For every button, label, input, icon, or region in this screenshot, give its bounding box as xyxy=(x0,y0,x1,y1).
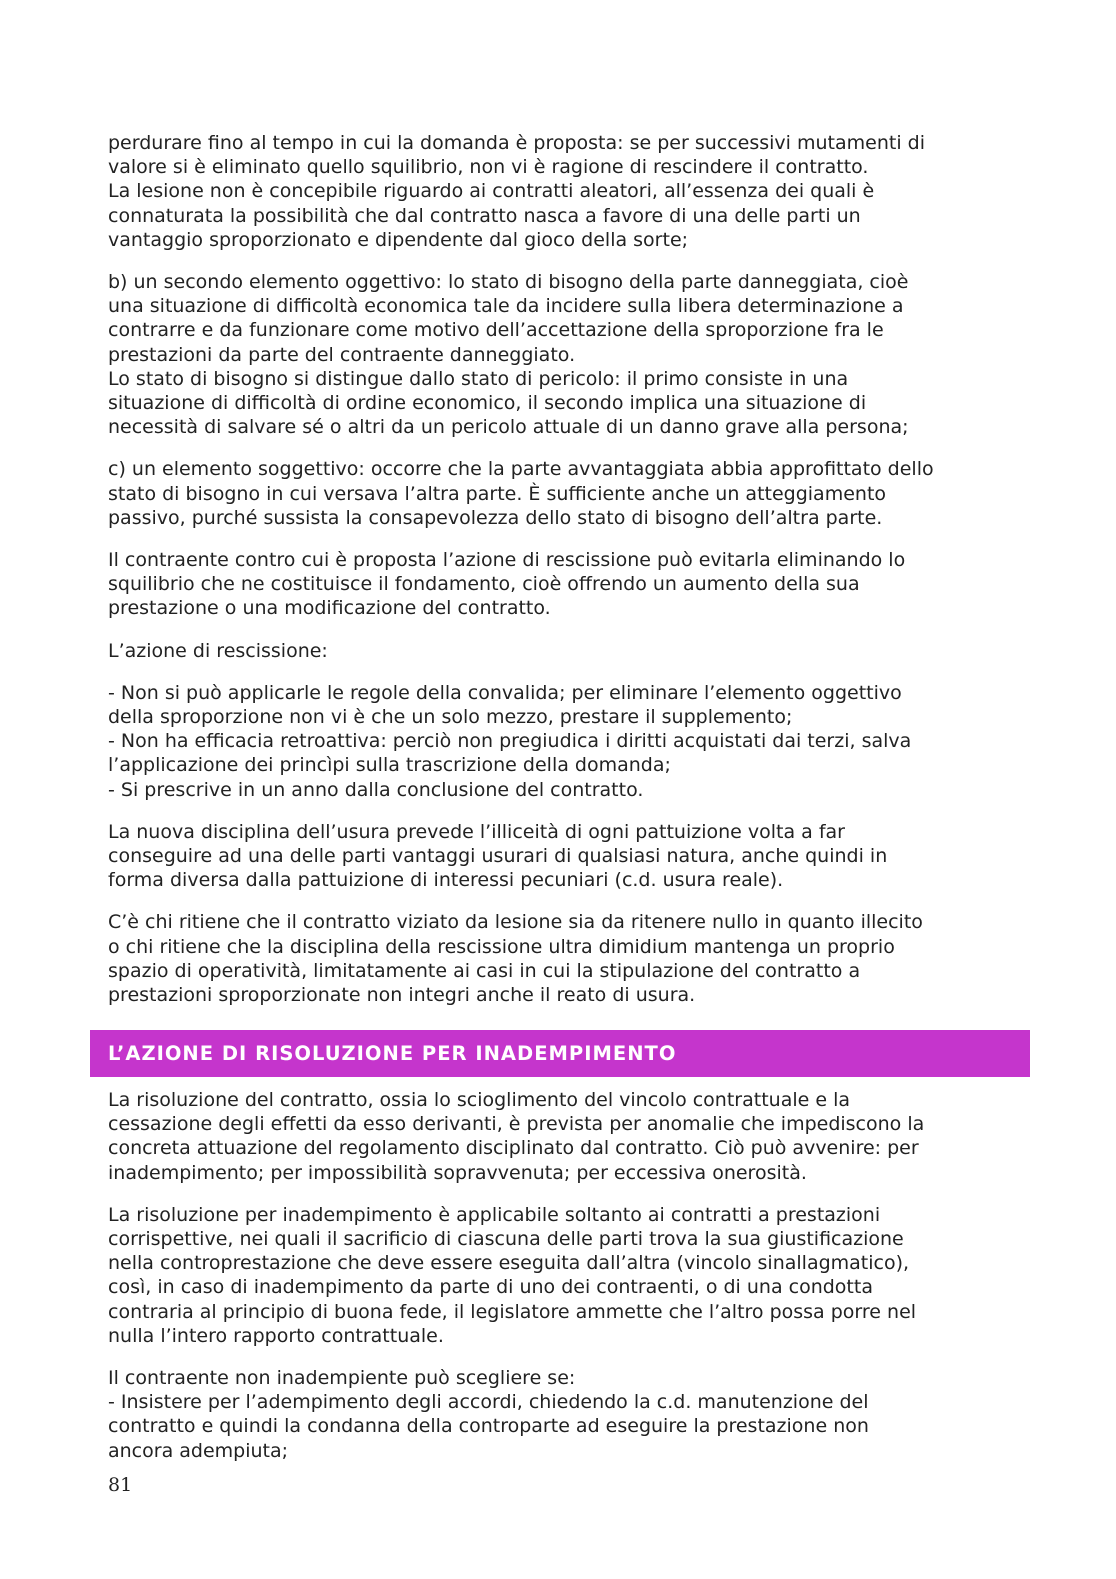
text-line: - Non ha efficacia retroattiva: perciò non pregiudica i diritti acquistati dai terzi, salva xyxy=(108,730,912,753)
text-line: contraria al principio di buona fede, il legislatore ammette che l’altro possa porre nel xyxy=(108,1300,917,1323)
text-line: passivo, purché sussista la consapevolezza dello stato di bisogno dell’altra parte. xyxy=(108,506,883,529)
text-line: corrispettive, nei quali il sacrificio di ciascuna delle parti trova la sua giustificazione xyxy=(108,1228,904,1251)
text-line: o chi ritiene che la disciplina della rescissione ultra dimidium mantenga un proprio xyxy=(108,935,895,958)
page-number: 81 xyxy=(108,1474,133,1496)
text-line: L’azione di rescissione: xyxy=(108,639,328,662)
text-line: situazione di difficoltà di ordine economico, il secondo implica una situazione di xyxy=(108,392,867,415)
text-line: inadempimento; per impossibilità sopravvenuta; per eccessiva onerosità. xyxy=(108,1161,807,1184)
paragraph-elemento-soggettivo xyxy=(108,457,1008,530)
text-line: spazio di operatività, limitatamente ai casi in cui la stipulazione del contratto a xyxy=(108,959,861,982)
text-line: contratto e quindi la condanna della controparte ad eseguire la prestazione non xyxy=(108,1415,869,1438)
text-line: l’applicazione dei princìpi sulla trascrizione della domanda; xyxy=(108,754,671,777)
paragraph-lesione xyxy=(108,131,1008,252)
paragraph-contraente-non-inadempiente xyxy=(108,1366,1008,1463)
text-line: stato di bisogno in cui versava l’altra parte. È sufficiente anche un atteggiamento xyxy=(108,482,887,505)
text-line: La nuova disciplina dell’usura prevede l’illiceità di ogni pattuizione volta a far xyxy=(108,820,845,843)
paragraph-rescissione-list xyxy=(108,681,1008,802)
text-line: Lo stato di bisogno si distingue dallo stato di pericolo: il primo consiste in una xyxy=(108,367,849,390)
text-line: una situazione di difficoltà economica tale da incidere sulla libera determinazione a xyxy=(108,295,904,318)
text-line: c) un elemento soggettivo: occorre che la parte avvantaggiata abbia approfittato dello xyxy=(108,458,934,481)
text-line: concreta attuazione del regolamento disciplinato dal contratto. Ciò può avvenire: per xyxy=(108,1137,919,1160)
text-line: ancora adempiuta; xyxy=(108,1439,289,1462)
paragraph-contratto-viziato xyxy=(108,910,1008,1007)
text-line: valore si è eliminato quello squilibrio, non vi è ragione di rescindere il contratto. xyxy=(108,156,869,179)
body-text-bottom xyxy=(108,1088,1008,1481)
text-line: conseguire ad una delle parti vantaggi usurari di qualsiasi natura, anche quindi in xyxy=(108,845,888,868)
paragraph-azione-rescissione xyxy=(108,639,1008,663)
text-line: - Si prescrive in un anno dalla conclusione del contratto. xyxy=(108,778,644,801)
text-line: prestazione o una modificazione del contratto. xyxy=(108,597,551,620)
paragraph-risoluzione-inadempimento xyxy=(108,1203,1008,1348)
text-line: connaturata la possibilità che dal contratto nasca a favore di una delle parti un xyxy=(108,204,861,227)
text-line: nella controprestazione che deve essere eseguita dall’altra (vincolo sinallagmatico), xyxy=(108,1252,910,1275)
text-line: La risoluzione per inadempimento è applicabile soltanto ai contratti a prestazioni xyxy=(108,1203,881,1226)
text-line: vantaggio sproporzionato e dipendente dal gioco della sorte; xyxy=(108,228,689,251)
paragraph-usura xyxy=(108,820,1008,893)
text-line: Il contraente non inadempiente può scegliere se: xyxy=(108,1367,576,1390)
text-line: squilibrio che ne costituisce il fondamento, cioè offrendo un aumento della sua xyxy=(108,573,860,596)
text-line: necessità di salvare sé o altri da un pericolo attuale di un danno grave alla persona; xyxy=(108,416,909,439)
text-line: b) un secondo elemento oggettivo: lo stato di bisogno della parte danneggiata, cioè xyxy=(108,271,909,294)
paragraph-stato-di-bisogno xyxy=(108,270,1008,439)
paragraph-risoluzione xyxy=(108,1088,1008,1185)
text-line: La risoluzione del contratto, ossia lo scioglimento del vincolo contrattuale e la xyxy=(108,1089,850,1111)
text-line: forma diversa dalla pattuizione di interessi pecuniari (c.d. usura reale). xyxy=(108,869,784,892)
text-line: La lesione non è concepibile riguardo ai contratti aleatori, all’essenza dei quali è xyxy=(108,180,875,203)
text-line: della sproporzione non vi è che un solo mezzo, prestare il supplemento; xyxy=(108,706,793,729)
text-line: perdurare fino al tempo in cui la domanda è proposta: se per successivi mutamenti di xyxy=(108,132,925,154)
text-line: - Insistere per l’adempimento degli accordi, chiedendo la c.d. manutenzione del xyxy=(108,1391,869,1414)
section-title: L’AZIONE DI RISOLUZIONE PER INADEMPIMENTO xyxy=(108,1042,677,1065)
text-line: prestazioni da parte del contraente danneggiato. xyxy=(108,343,576,366)
text-line: Il contraente contro cui è proposta l’azione di rescissione può evitarla eliminando lo xyxy=(108,549,906,572)
body-text-top xyxy=(108,131,1008,1007)
paragraph-contraente xyxy=(108,548,1008,621)
section-heading xyxy=(90,1030,1030,1077)
text-line: cessazione degli effetti da esso derivanti, è prevista per anomalie che impediscono la xyxy=(108,1113,925,1136)
text-line: C’è chi ritiene che il contratto viziato da lesione sia da ritenere nullo in quanto illecito xyxy=(108,911,923,934)
text-line: così, in caso di inadempimento da parte di uno dei contraenti, o di una condotta xyxy=(108,1276,873,1299)
text-line: contrarre e da funzionare come motivo dell’accettazione della sproporzione fra le xyxy=(108,319,884,342)
text-line: prestazioni sproporzionate non integri anche il reato di usura. xyxy=(108,984,696,1007)
text-line: nulla l’intero rapporto contrattuale. xyxy=(108,1324,444,1347)
text-line: - Non si può applicarle le regole della convalida; per eliminare l’elemento oggettivo xyxy=(108,681,902,704)
